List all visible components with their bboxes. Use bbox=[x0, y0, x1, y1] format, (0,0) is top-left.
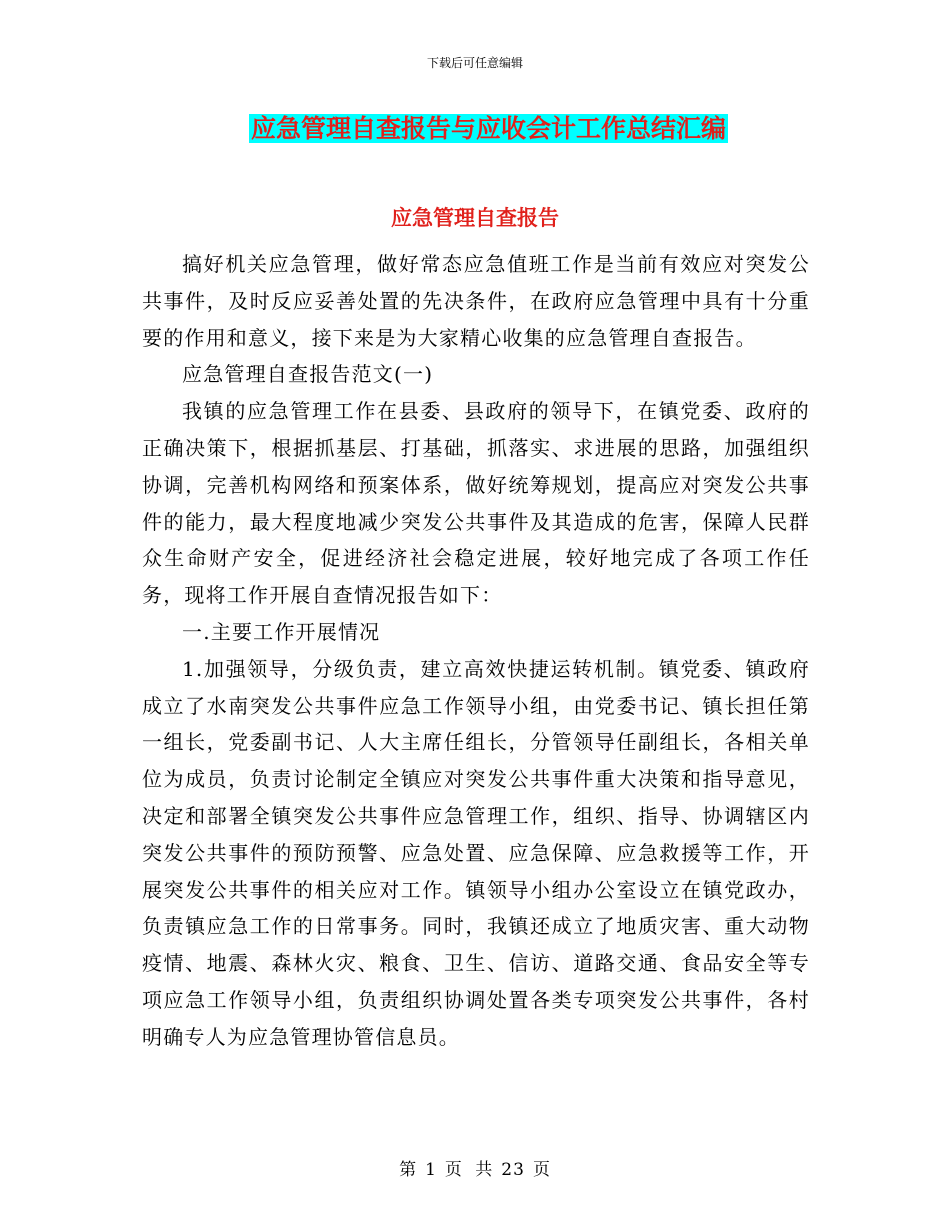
section-title: 应急管理自查报告 bbox=[391, 205, 559, 230]
page-total: 23 bbox=[501, 1160, 525, 1180]
paragraph-overview: 我镇的应急管理工作在县委、县政府的领导下，在镇党委、政府的正确决策下，根据抓基层、打基础，抓落实、求进展的思路，加强组织协调，完善机构网络和预案体系，做好统筹规划，提高应对突发公共事件的能力，最大程度地减少突发公共事件及其造成的危害，保障人民群众生命财产安全，促进经济社会稳定进展，较好地完成了各项工作任务，现将工作开展自查情况报告如下： bbox=[142, 399, 810, 608]
page-number: 1 bbox=[425, 1160, 437, 1180]
header-note: 下载后可任意编辑 bbox=[426, 56, 523, 70]
footer-suffix: 页 bbox=[532, 1160, 551, 1180]
document-body bbox=[142, 246, 810, 1056]
paragraph-item-1: 1.加强领导，分级负责，建立高效快捷运转机制。镇党委、镇政府成立了水南突发公共事件应急工作领导小组，由党委书记、镇长担任第一组长，党委副书记、人大主席任组长，分管领导任副组长，各相关单位为成员，负责讨论制定全镇应对突发公共事件重大决策和指导意见，决定和部署全镇突发公共事件应急管理工作，组织、指导、协调辖区内突发公共事件的预防预警、应急处置、应急保障、应急救援等工作，开展突发公共事件的相关应对工作。镇领导小组办公室设立在镇党政办，负责镇应急工作的日常事务。同时，我镇还成立了地质灾害、重大动物疫情、地震、森林火灾、粮食、卫生、信访、道路交通、食品安全等专项应急工作领导小组，负责组织协调处置各类专项突发公共事件，各村明确专人为应急管理协管信息员。 bbox=[142, 656, 810, 1049]
main-title-text: 应急管理自查报告与应收会计工作总结汇编 bbox=[251, 114, 727, 143]
main-title bbox=[246, 112, 731, 146]
paragraph-sample-heading: 应急管理自查报告范文(一) bbox=[182, 362, 434, 387]
footer-mid: 页 共 bbox=[444, 1160, 494, 1180]
footer-prefix: 第 bbox=[399, 1160, 418, 1180]
page-footer bbox=[0, 1155, 950, 1180]
paragraph-intro: 搞好机关应急管理，做好常态应急值班工作是当前有效应对突发公共事件，及时反应妥善处置的先决条件，在政府应急管理中具有十分重要的作用和意义，接下来是为大家精心收集的应急管理自查报告。 bbox=[142, 252, 810, 350]
paragraph-section-heading: 一.主要工作开展情况 bbox=[182, 619, 381, 644]
